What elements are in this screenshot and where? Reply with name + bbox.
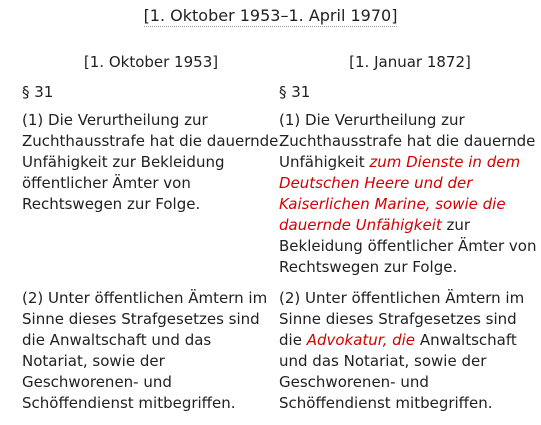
text-segment: Anwaltschaft	[415, 331, 517, 349]
paragraph-2	[279, 288, 524, 414]
text-segment: die	[279, 331, 307, 349]
text-line: (1) Die Verurtheilung zur	[22, 111, 208, 129]
section-number: § 31	[22, 83, 54, 101]
text-line: Schöffendienst mitbegriffen.	[279, 394, 493, 412]
text-line: Rechtswegen zur Folge.	[22, 195, 201, 213]
section-number: § 31	[279, 83, 311, 101]
changed-text: zum Dienste in dem	[369, 153, 521, 171]
text-line: Zuchthausstrafe hat die dauernde	[22, 132, 279, 150]
text-line: Sinne dieses Strafgesetzes sind	[279, 310, 517, 328]
text-line: Notariat, sowie der	[22, 352, 165, 370]
text-line: (1) Die Verurtheilung zur	[279, 111, 465, 129]
text-line: öffentlicher Ämter von	[22, 174, 191, 192]
column-heading-1872: [1. Januar 1872]	[349, 53, 471, 71]
changed-text: dauernde Unfähigkeit	[279, 216, 442, 234]
changed-text: Kaiserlichen Marine, sowie die	[279, 195, 506, 213]
changed-text: Deutschen Heere und der	[279, 174, 473, 192]
text-segment: zur	[441, 216, 471, 234]
changed-text: Advokatur, die	[306, 331, 416, 349]
title-link[interactable]: [1. Oktober 1953–1. April 1970]	[143, 6, 398, 25]
text-line: Unfähigkeit zur Bekleidung	[22, 153, 225, 171]
text-line: Schöffendienst mitbegriffen.	[22, 394, 236, 412]
text-line	[279, 152, 536, 173]
text-line: Geschworenen- und	[279, 373, 429, 391]
text-line: die Anwaltschaft und das	[22, 331, 212, 349]
column-heading-1953: [1. Oktober 1953]	[83, 53, 219, 71]
text-line: Sinne dieses Strafgesetzes sind	[22, 310, 260, 328]
text-line: Geschworenen- und	[22, 373, 172, 391]
text-line: Rechtswegen zur Folge.	[279, 258, 458, 276]
text-line: und das Notariat, sowie der	[279, 352, 487, 370]
text-line: (2) Unter öffentlichen Ämtern im	[22, 289, 268, 307]
text-line	[279, 215, 536, 236]
text-segment: Unfähigkeit	[279, 153, 370, 171]
paragraph-1	[22, 110, 278, 215]
text-line: Bekleidung öffentlicher Ämter von	[279, 237, 537, 255]
text-line: (2) Unter öffentlichen Ämtern im	[279, 289, 525, 307]
paragraph-1	[279, 110, 536, 278]
text-line	[279, 330, 524, 351]
paragraph-2	[22, 288, 267, 414]
text-line: Zuchthausstrafe hat die dauernde	[279, 132, 536, 150]
page-title	[0, 6, 541, 26]
